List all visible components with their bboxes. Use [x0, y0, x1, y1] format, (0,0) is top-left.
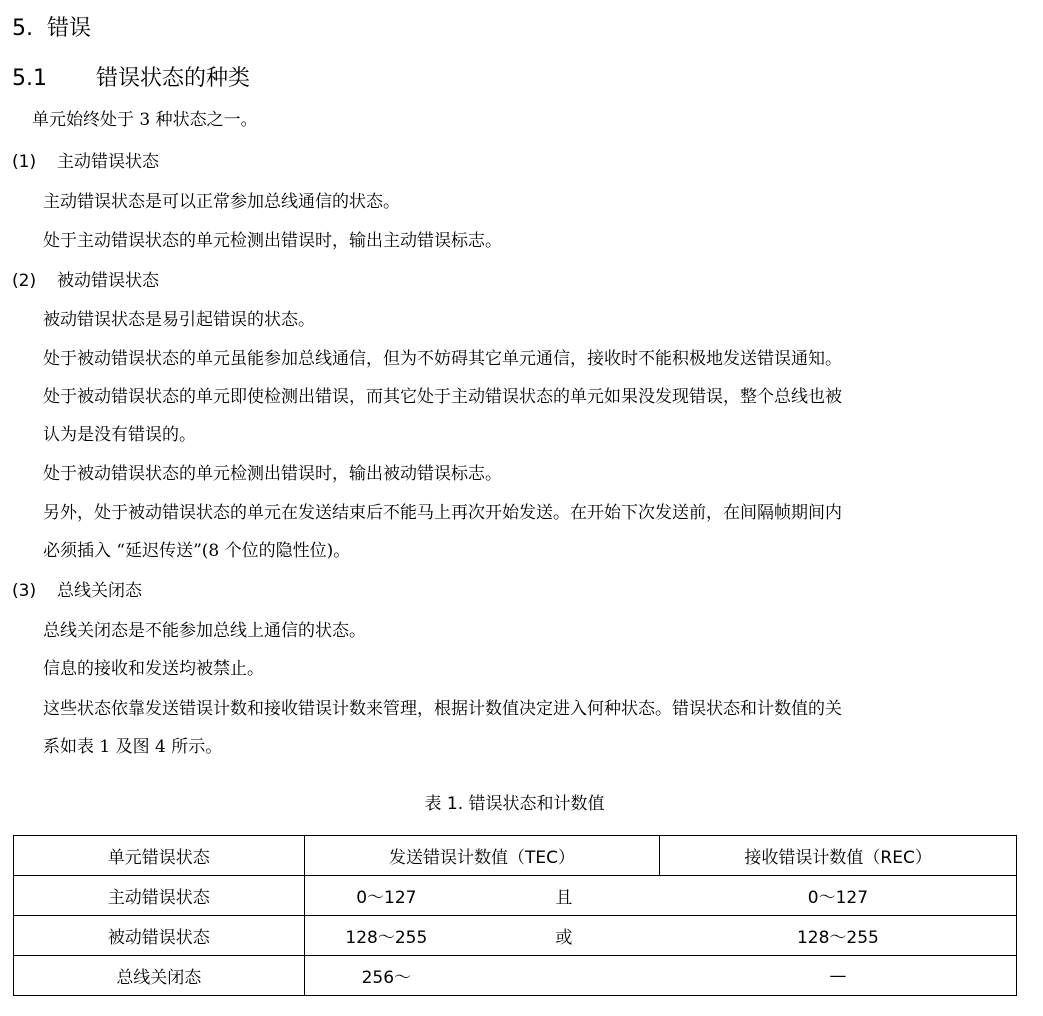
paragraph-line: 处于被动错误状态的单元检测出错误时，输出被动错误标志。 — [43, 464, 502, 484]
section-heading — [12, 14, 91, 44]
cell-state: 被动错误状态 — [14, 916, 305, 956]
paragraph-line: 必须插入 “延迟传送”(8 个位的隐性位)。 — [43, 541, 351, 561]
cell-state: 总线关闭态 — [14, 956, 305, 996]
section-title: 错误 — [47, 16, 92, 41]
table-row — [14, 916, 1017, 956]
state-title: 被动错误状态 — [57, 271, 159, 291]
table-header-row — [14, 836, 1017, 876]
cell-rec: — — [660, 956, 1017, 996]
cell-rec: 0～127 — [660, 876, 1017, 916]
cell-tec: 128～255 — [304, 916, 468, 956]
cell-tec: 256～ — [304, 956, 468, 996]
paragraph-line: 处于被动错误状态的单元虽能参加总线通信，但为不妨碍其它单元通信，接收时不能积极地发送错误通知。 — [43, 349, 842, 369]
table-row — [14, 956, 1017, 996]
section-number: 5. — [12, 16, 33, 41]
intro-paragraph: 单元始终处于 3 种状态之一。 — [32, 110, 258, 130]
table-row — [14, 876, 1017, 916]
cell-tec: 0～127 — [304, 876, 468, 916]
paragraph-line: 主动错误状态是可以正常参加总线通信的状态。 — [43, 192, 400, 212]
state-heading-1 — [12, 150, 159, 174]
paragraph-line: 另外，处于被动错误状态的单元在发送结束后不能马上再次开始发送。在开始下次发送前，在间隔帧期间内 — [43, 503, 842, 523]
state-number: (2) — [12, 271, 37, 291]
cell-operator: 或 — [468, 916, 660, 956]
paragraph-line: 信息的接收和发送均被禁止。 — [43, 659, 264, 679]
subsection-number: 5.1 — [12, 66, 47, 91]
cell-operator: 且 — [468, 876, 660, 916]
header-cell-state: 单元错误状态 — [14, 836, 305, 876]
paragraph-line: 系如表 1 及图 4 所示。 — [43, 737, 223, 757]
cell-state: 主动错误状态 — [14, 876, 305, 916]
error-state-table — [13, 835, 1017, 996]
subsection-title: 错误状态的种类 — [96, 66, 251, 91]
state-number: (1) — [12, 152, 37, 172]
state-title: 总线关闭态 — [57, 581, 142, 601]
subsection-heading — [12, 64, 250, 94]
paragraph-line: 处于主动错误状态的单元检测出错误时，输出主动错误标志。 — [43, 231, 502, 251]
header-cell-tec: 发送错误计数值（TEC） — [304, 836, 660, 876]
state-heading-3 — [12, 579, 142, 603]
paragraph-line: 总线关闭态是不能参加总线上通信的状态。 — [43, 621, 366, 641]
table-caption: 表 1. 错误状态和计数值 — [424, 794, 605, 814]
header-cell-rec: 接收错误计数值（REC） — [660, 836, 1017, 876]
state-number: (3) — [12, 581, 37, 601]
paragraph-line: 认为是没有错误的。 — [43, 425, 196, 445]
paragraph-line: 处于被动错误状态的单元即使检测出错误，而其它处于主动错误状态的单元如果没发现错误，整个总线也被 — [43, 387, 842, 407]
state-title: 主动错误状态 — [57, 152, 159, 172]
cell-operator — [468, 956, 660, 996]
paragraph-line: 这些状态依靠发送错误计数和接收错误计数来管理，根据计数值决定进入何种状态。错误状态和计数值的关 — [43, 699, 842, 719]
state-heading-2 — [12, 269, 159, 293]
cell-rec: 128～255 — [660, 916, 1017, 956]
paragraph-line: 被动错误状态是易引起错误的状态。 — [43, 310, 315, 330]
